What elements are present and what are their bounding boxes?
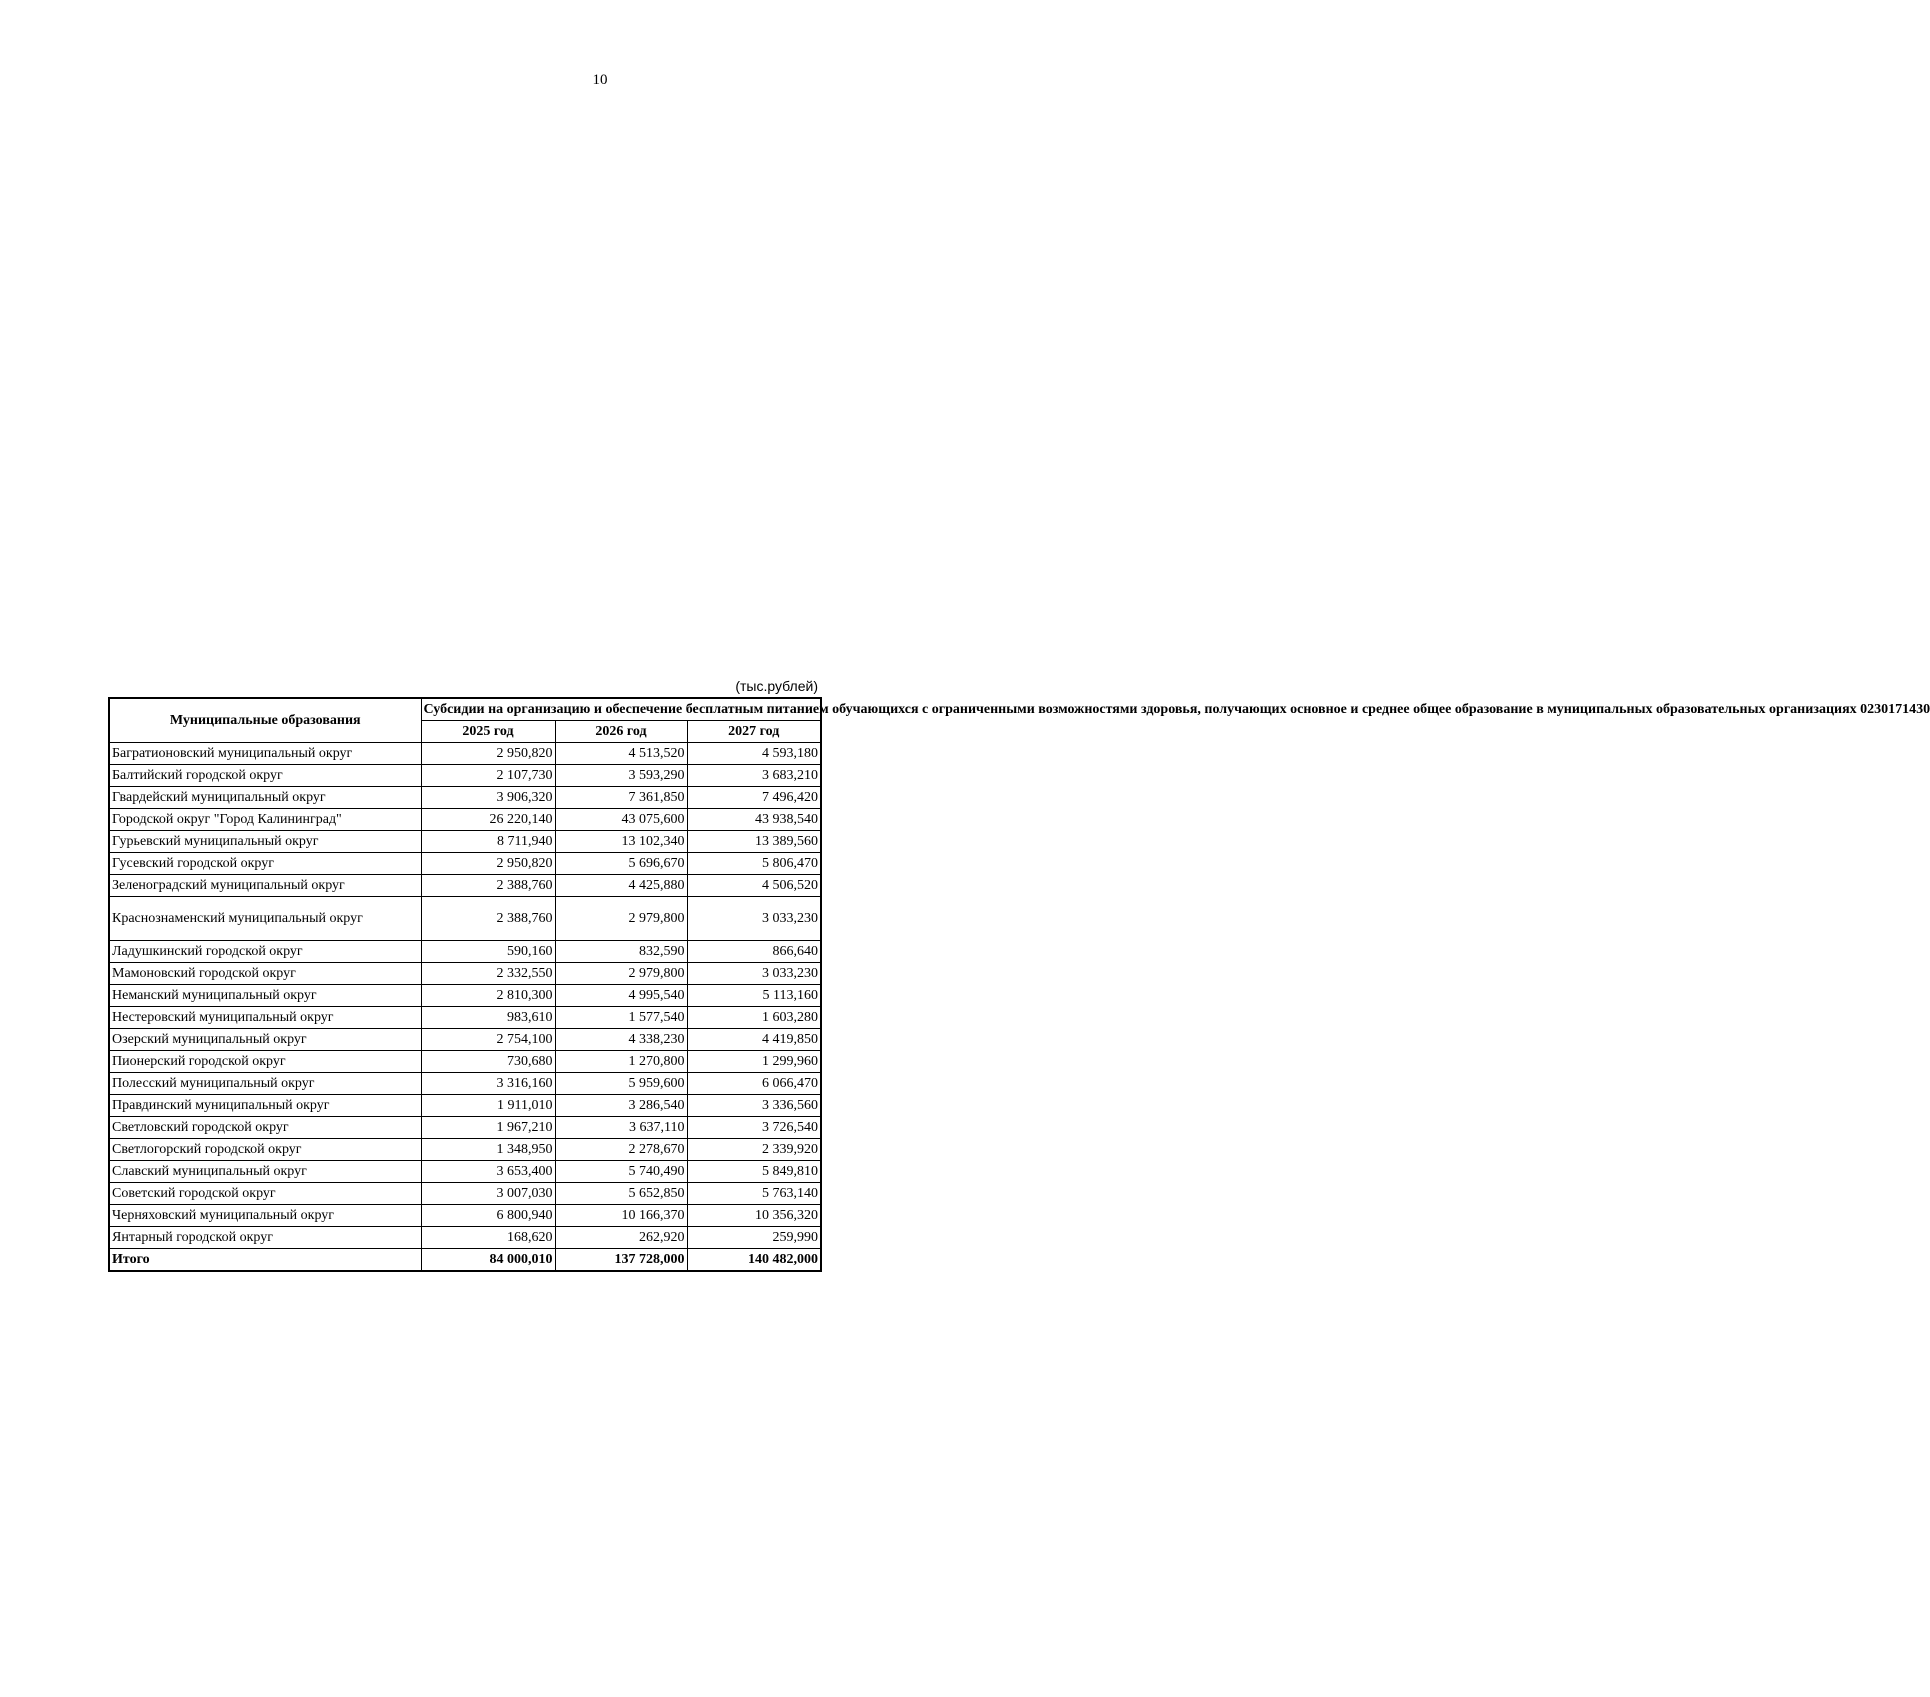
row-value-2025: 983,610 bbox=[421, 1007, 555, 1029]
row-value-2025: 8 711,940 bbox=[421, 831, 555, 853]
table-row bbox=[109, 1205, 821, 1227]
row-name: Полесский муниципальный округ bbox=[109, 1073, 421, 1095]
row-value-2025: 3 906,320 bbox=[421, 787, 555, 809]
row-value-2026: 13 102,340 bbox=[555, 831, 687, 853]
row-value-2025: 3 653,400 bbox=[421, 1161, 555, 1183]
row-name: Правдинский муниципальный округ bbox=[109, 1095, 421, 1117]
row-name: Славский муниципальный округ bbox=[109, 1161, 421, 1183]
row-value-2027: 7 496,420 bbox=[687, 787, 821, 809]
row-value-2027: 6 066,470 bbox=[687, 1073, 821, 1095]
total-value-2026: 137 728,000 bbox=[555, 1249, 687, 1272]
row-name: Балтийский городской округ bbox=[109, 765, 421, 787]
row-value-2025: 168,620 bbox=[421, 1227, 555, 1249]
row-value-2026: 5 696,670 bbox=[555, 853, 687, 875]
row-value-2025: 2 332,550 bbox=[421, 963, 555, 985]
table-total-row bbox=[109, 1249, 821, 1272]
table-row bbox=[109, 963, 821, 985]
row-value-2026: 4 995,540 bbox=[555, 985, 687, 1007]
row-value-2026: 1 577,540 bbox=[555, 1007, 687, 1029]
table-header-row bbox=[109, 698, 821, 721]
row-value-2027: 3 683,210 bbox=[687, 765, 821, 787]
row-name: Зеленоградский муниципальный округ bbox=[109, 875, 421, 897]
table-row bbox=[109, 743, 821, 765]
row-name: Гвардейский муниципальный округ bbox=[109, 787, 421, 809]
row-value-2025: 2 754,100 bbox=[421, 1029, 555, 1051]
row-name: Пионерский городской округ bbox=[109, 1051, 421, 1073]
row-value-2027: 259,990 bbox=[687, 1227, 821, 1249]
total-value-2027: 140 482,000 bbox=[687, 1249, 821, 1272]
table-row bbox=[109, 897, 821, 941]
row-name: Мамоновский городской округ bbox=[109, 963, 421, 985]
row-value-2026: 7 361,850 bbox=[555, 787, 687, 809]
table-row bbox=[109, 1117, 821, 1139]
row-value-2025: 1 348,950 bbox=[421, 1139, 555, 1161]
header-subsidy: Субсидии на организацию и обеспечение бесплатным питанием обучающихся с ограниченными возможностями здоровья, получающих основное и среднее общее образование в муниципальных образовательных организациях 0230171430 bbox=[421, 698, 821, 721]
table-row bbox=[109, 831, 821, 853]
table-row bbox=[109, 1073, 821, 1095]
table-row bbox=[109, 1227, 821, 1249]
total-value-2025: 84 000,010 bbox=[421, 1249, 555, 1272]
table-row bbox=[109, 1029, 821, 1051]
row-name: Багратионовский муниципальный округ bbox=[109, 743, 421, 765]
row-value-2027: 3 726,540 bbox=[687, 1117, 821, 1139]
units-label: (тыс.рублей) bbox=[735, 678, 818, 694]
row-value-2025: 1 967,210 bbox=[421, 1117, 555, 1139]
row-name: Гурьевский муниципальный округ bbox=[109, 831, 421, 853]
row-value-2027: 5 806,470 bbox=[687, 853, 821, 875]
table-row bbox=[109, 941, 821, 963]
row-name: Советский городской округ bbox=[109, 1183, 421, 1205]
row-value-2025: 590,160 bbox=[421, 941, 555, 963]
row-value-2027: 5 113,160 bbox=[687, 985, 821, 1007]
row-value-2026: 2 979,800 bbox=[555, 897, 687, 941]
row-name: Озерский муниципальный округ bbox=[109, 1029, 421, 1051]
row-value-2027: 5 849,810 bbox=[687, 1161, 821, 1183]
row-value-2025: 3 316,160 bbox=[421, 1073, 555, 1095]
row-value-2027: 4 419,850 bbox=[687, 1029, 821, 1051]
row-value-2025: 6 800,940 bbox=[421, 1205, 555, 1227]
row-name: Нестеровский муниципальный округ bbox=[109, 1007, 421, 1029]
row-value-2025: 1 911,010 bbox=[421, 1095, 555, 1117]
row-value-2027: 3 336,560 bbox=[687, 1095, 821, 1117]
row-value-2026: 43 075,600 bbox=[555, 809, 687, 831]
row-name: Светловский городской округ bbox=[109, 1117, 421, 1139]
row-value-2026: 3 593,290 bbox=[555, 765, 687, 787]
header-year-2027: 2027 год bbox=[687, 721, 821, 743]
row-value-2026: 5 959,600 bbox=[555, 1073, 687, 1095]
header-municipal: Муниципальные образования bbox=[109, 698, 421, 743]
row-value-2026: 832,590 bbox=[555, 941, 687, 963]
table-row bbox=[109, 1095, 821, 1117]
row-value-2025: 26 220,140 bbox=[421, 809, 555, 831]
row-name: Неманский муниципальный округ bbox=[109, 985, 421, 1007]
row-value-2027: 2 339,920 bbox=[687, 1139, 821, 1161]
row-value-2027: 866,640 bbox=[687, 941, 821, 963]
subsidy-table bbox=[108, 697, 1930, 1272]
row-name: Янтарный городской округ bbox=[109, 1227, 421, 1249]
row-value-2026: 4 338,230 bbox=[555, 1029, 687, 1051]
row-value-2026: 3 637,110 bbox=[555, 1117, 687, 1139]
row-value-2025: 3 007,030 bbox=[421, 1183, 555, 1205]
row-value-2027: 3 033,230 bbox=[687, 897, 821, 941]
row-value-2027: 4 506,520 bbox=[687, 875, 821, 897]
table-row bbox=[109, 1183, 821, 1205]
row-name: Гусевский городской округ bbox=[109, 853, 421, 875]
row-value-2027: 1 299,960 bbox=[687, 1051, 821, 1073]
row-value-2026: 262,920 bbox=[555, 1227, 687, 1249]
row-value-2025: 2 388,760 bbox=[421, 897, 555, 941]
row-value-2026: 3 286,540 bbox=[555, 1095, 687, 1117]
row-value-2025: 2 388,760 bbox=[421, 875, 555, 897]
header-year-2025: 2025 год bbox=[421, 721, 555, 743]
table-row bbox=[109, 1161, 821, 1183]
row-value-2027: 13 389,560 bbox=[687, 831, 821, 853]
row-value-2027: 4 593,180 bbox=[687, 743, 821, 765]
table-row bbox=[109, 985, 821, 1007]
row-name: Ладушкинский городской округ bbox=[109, 941, 421, 963]
row-value-2027: 3 033,230 bbox=[687, 963, 821, 985]
row-value-2025: 730,680 bbox=[421, 1051, 555, 1073]
table-row bbox=[109, 875, 821, 897]
table-row bbox=[109, 787, 821, 809]
table-row bbox=[109, 809, 821, 831]
row-value-2026: 1 270,800 bbox=[555, 1051, 687, 1073]
table-row bbox=[109, 1007, 821, 1029]
page-number: 10 bbox=[592, 72, 608, 88]
row-value-2026: 2 278,670 bbox=[555, 1139, 687, 1161]
row-value-2025: 2 950,820 bbox=[421, 853, 555, 875]
header-year-2026: 2026 год bbox=[555, 721, 687, 743]
table-row bbox=[109, 765, 821, 787]
row-value-2026: 5 740,490 bbox=[555, 1161, 687, 1183]
row-value-2027: 43 938,540 bbox=[687, 809, 821, 831]
row-value-2025: 2 950,820 bbox=[421, 743, 555, 765]
total-label: Итого bbox=[109, 1249, 421, 1272]
row-value-2026: 4 425,880 bbox=[555, 875, 687, 897]
row-value-2026: 10 166,370 bbox=[555, 1205, 687, 1227]
row-name: Черняховский муниципальный округ bbox=[109, 1205, 421, 1227]
row-value-2027: 5 763,140 bbox=[687, 1183, 821, 1205]
row-name: Светлогорский городской округ bbox=[109, 1139, 421, 1161]
row-value-2025: 2 107,730 bbox=[421, 765, 555, 787]
row-value-2026: 5 652,850 bbox=[555, 1183, 687, 1205]
table-row bbox=[109, 1051, 821, 1073]
row-name: Городской округ "Город Калининград" bbox=[109, 809, 421, 831]
row-value-2027: 10 356,320 bbox=[687, 1205, 821, 1227]
row-name: Краснознаменский муниципальный округ bbox=[109, 897, 421, 941]
row-value-2025: 2 810,300 bbox=[421, 985, 555, 1007]
table-row bbox=[109, 1139, 821, 1161]
row-value-2027: 1 603,280 bbox=[687, 1007, 821, 1029]
row-value-2026: 2 979,800 bbox=[555, 963, 687, 985]
table-row bbox=[109, 853, 821, 875]
row-value-2026: 4 513,520 bbox=[555, 743, 687, 765]
